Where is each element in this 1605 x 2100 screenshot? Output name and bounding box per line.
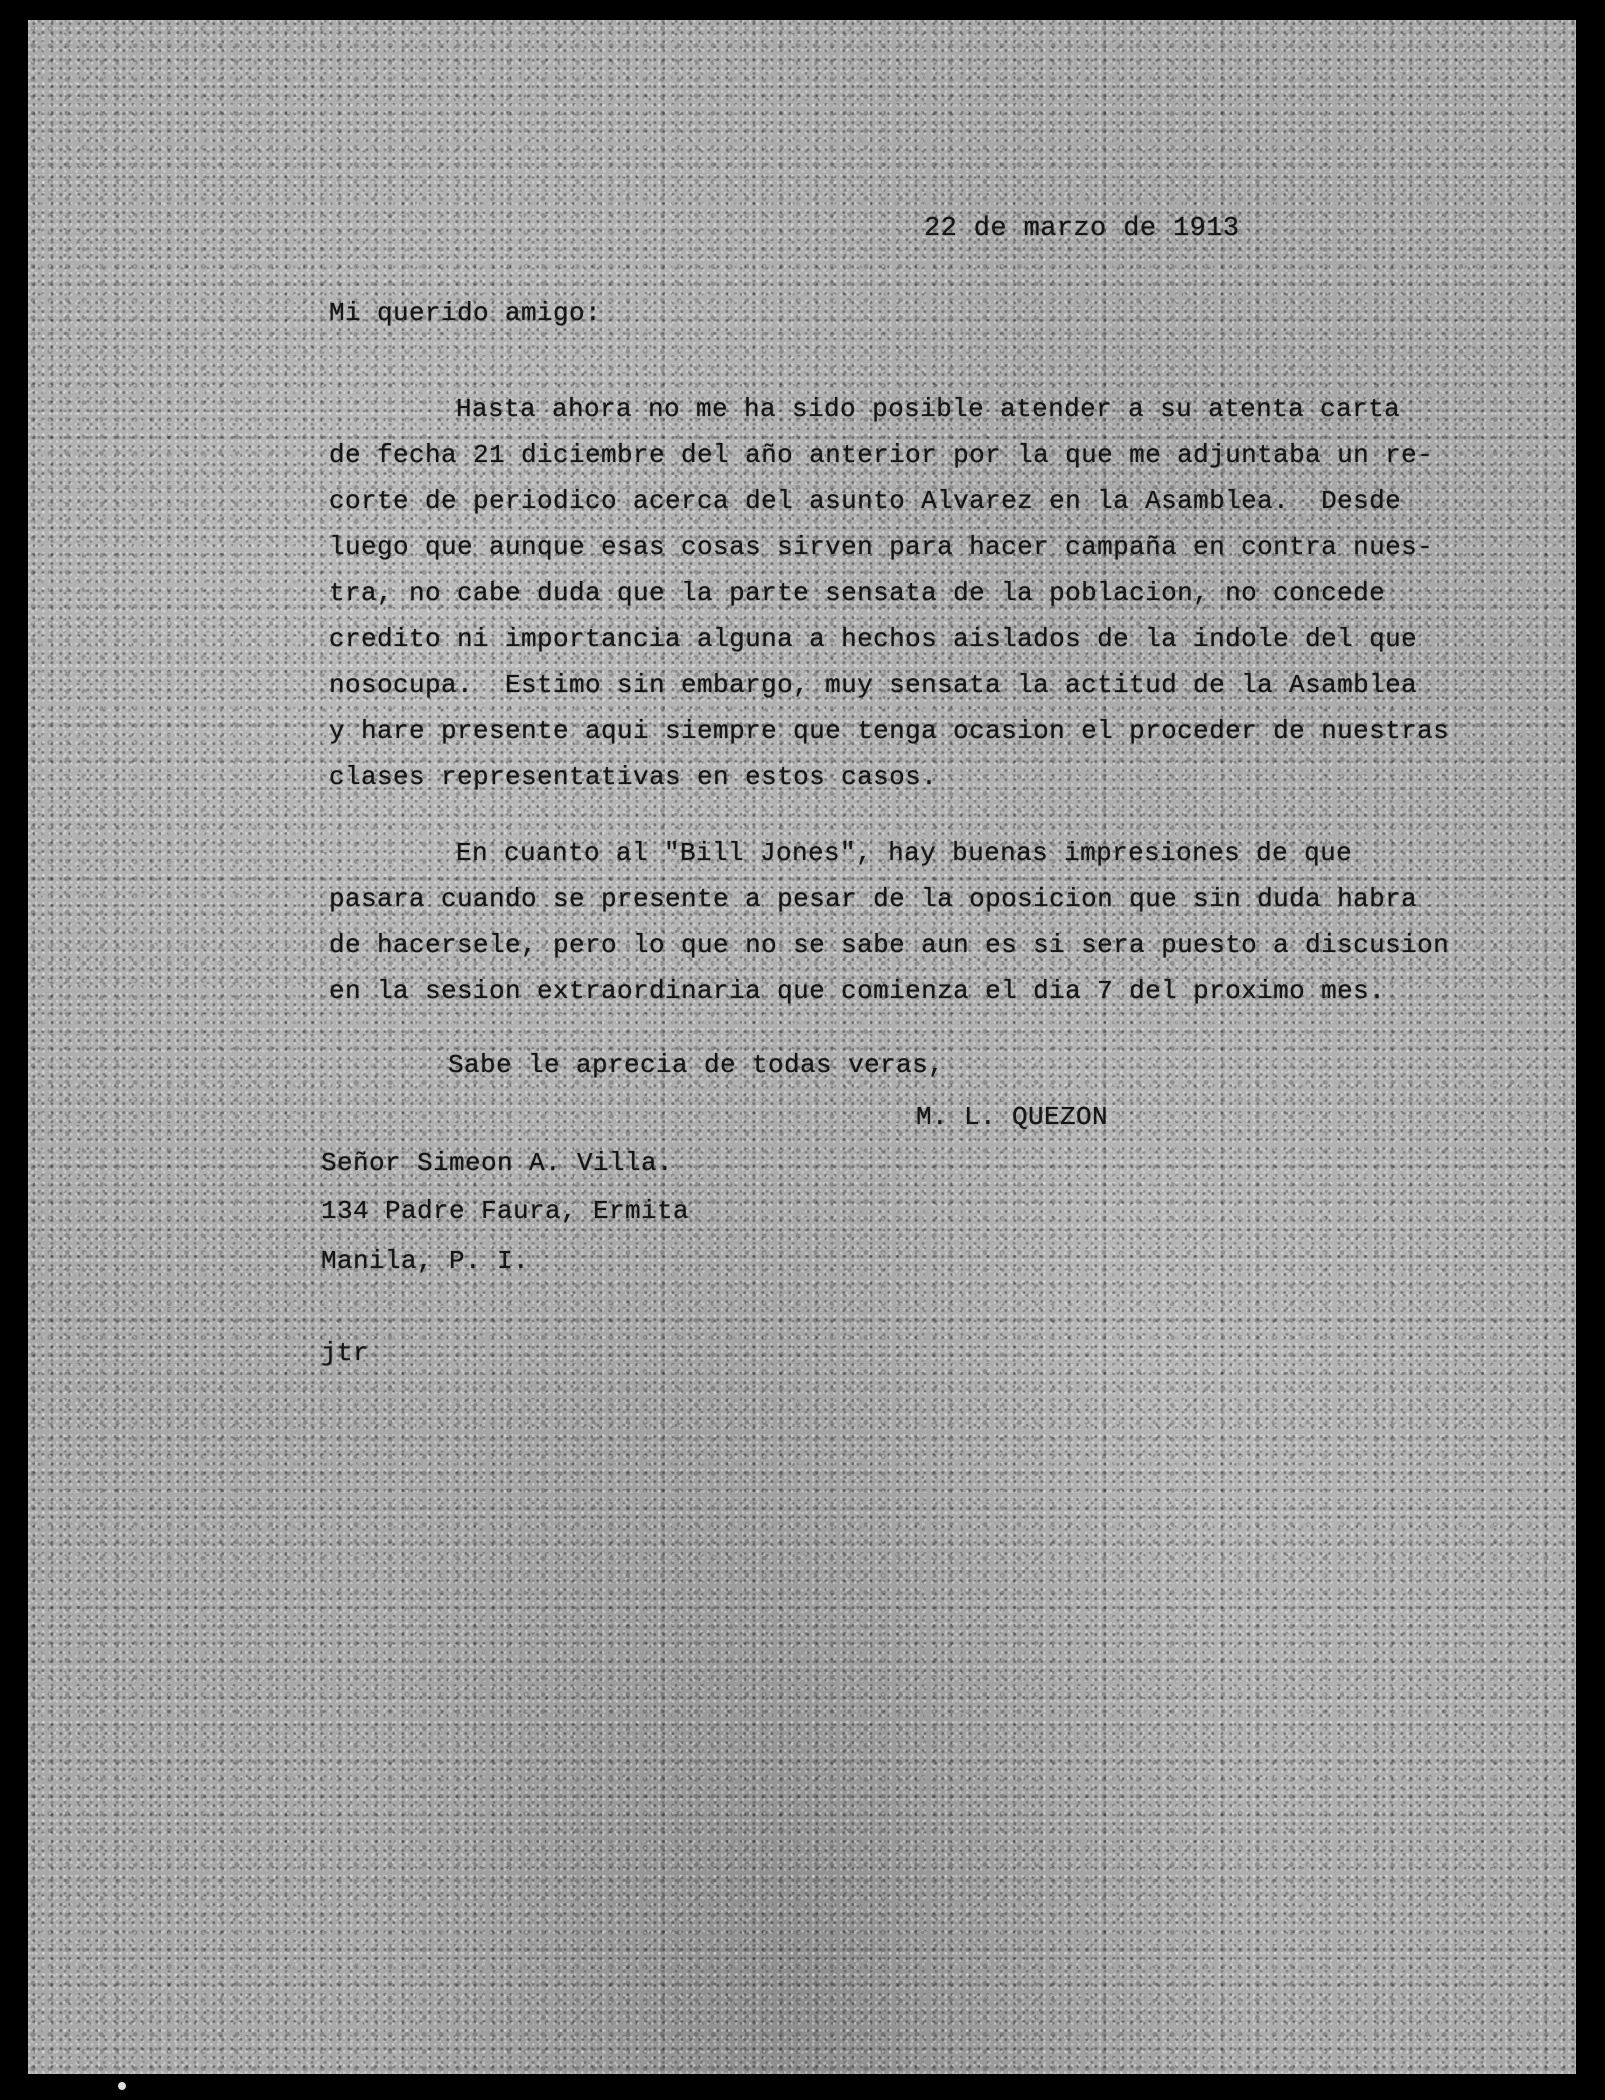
paragraph-line: En cuanto al "Bill Jones", hay buenas impresiones de que (456, 838, 1353, 868)
address-line: Señor Simeon A. Villa. (321, 1148, 674, 1178)
letter-date: 22 de marzo de 1913 (924, 214, 1240, 244)
paragraph-line: y hare presente aqui siempre que tenga ocasion el proceder de nuestras (329, 716, 1450, 746)
paragraph-line: credito ni importancia alguna a hechos aislados de la indole del que (329, 624, 1418, 654)
letter-page (28, 20, 1576, 2074)
paragraph-line: pasara cuando se presente a pesar de la oposicion que sin duda habra (329, 884, 1418, 914)
paragraph-line: de fecha 21 diciembre del año anterior por la que me adjuntaba un re- (329, 440, 1434, 470)
paragraph-line: corte de periodico acerca del asunto Alvarez en la Asamblea. Desde (329, 486, 1402, 516)
document-scan (28, 20, 1576, 2074)
paragraph-line: luego que aunque esas cosas sirven para hacer campaña en contra nues- (329, 532, 1434, 562)
address-line: Manila, P. I. (321, 1246, 530, 1276)
address-line: 134 Padre Faura, Ermita (321, 1196, 690, 1226)
paragraph-line: nosocupa. Estimo sin embargo, muy sensata la actitud de la Asamblea (329, 670, 1418, 700)
signature: M. L. QUEZON (916, 1102, 1109, 1132)
paragraph-line: clases representativas en estos casos. (329, 762, 938, 792)
paragraph-line: tra, no cabe duda que la parte sensata de la poblacion, no concede (329, 578, 1386, 608)
typist-initials: jtr (321, 1338, 370, 1368)
scan-mark (118, 2082, 126, 2090)
closing-line: Sabe le aprecia de todas veras, (448, 1050, 945, 1080)
paragraph-line: de hacersele, pero lo que no se sabe aun es si sera puesto a discusion (329, 930, 1450, 960)
paragraph-line: Hasta ahora no me ha sido posible atender a su atenta carta (456, 394, 1401, 424)
salutation: Mi querido amigo: (329, 298, 602, 328)
paragraph-line: en la sesion extraordinaria que comienza el dia 7 del proximo mes. (329, 976, 1386, 1006)
